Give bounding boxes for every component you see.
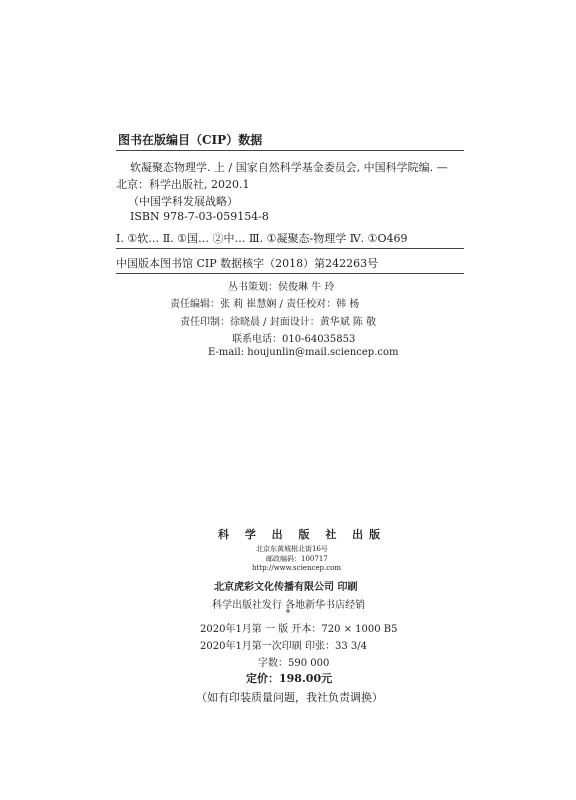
cip-classification: Ⅰ. ①软… Ⅱ. ①国… ②中… Ⅲ. ①凝聚态-物理学 Ⅳ. ①O469: [116, 232, 408, 245]
cip-isbn: ISBN 978-7-03-059154-8: [130, 210, 269, 223]
cip-verify: 中国版本图书馆 CIP 数据核字（2018）第242263号: [116, 257, 379, 270]
publisher-address: 北京东黄城根北街16号: [256, 545, 328, 553]
separator-mark: *: [285, 609, 291, 619]
notice-line: （如有印装质量问题，我社负责调换）: [196, 691, 383, 704]
credit-planner: 丛书策划：侯俊琳 牛 玲: [228, 282, 335, 293]
publisher-website: http://www.sciencep.com: [252, 564, 342, 572]
publisher-name: 科 学 出 版 社 出版: [218, 528, 387, 541]
edition-line: 2020年1月第 一 版 开本：720 × 1000 B5: [200, 624, 398, 635]
price-line: 定价：198.00元: [246, 672, 333, 685]
cip-series: （中国学科发展战略）: [128, 195, 238, 208]
top-rule: [116, 150, 464, 151]
cip-entry-line2: 北京：科学出版社, 2020.1: [116, 178, 250, 191]
distribution-line: 科学出版社发行 各地新华书店经销: [212, 600, 366, 611]
middle-rule: [116, 248, 464, 249]
word-count-line: 字数：590 000: [258, 658, 330, 669]
printer-line: 北京虎彩文化传播有限公司 印刷: [214, 582, 358, 593]
credit-printing: 责任印制：徐晓晨 / 封面设计：黄华斌 陈 敬: [180, 317, 377, 328]
credit-phone: 联系电话：010-64035853: [232, 334, 356, 345]
cip-heading: 图书在版编目（CIP）数据: [118, 133, 263, 147]
bottom-rule: [116, 273, 464, 274]
cip-entry-line1: 软凝聚态物理学. 上 / 国家自然科学基金委员会, 中国科学院编. —: [130, 161, 448, 174]
printing-info-line: 2020年1月第一次印刷 印张：33 3/4: [200, 641, 367, 652]
credit-editors: 责任编辑：张 莉 崔慧娴 / 责任校对：韩 杨: [170, 299, 360, 310]
credit-email: E-mail: houjunlin@mail.sciencep.com: [208, 347, 399, 358]
publisher-postcode: 邮政编码：100717: [266, 555, 328, 563]
